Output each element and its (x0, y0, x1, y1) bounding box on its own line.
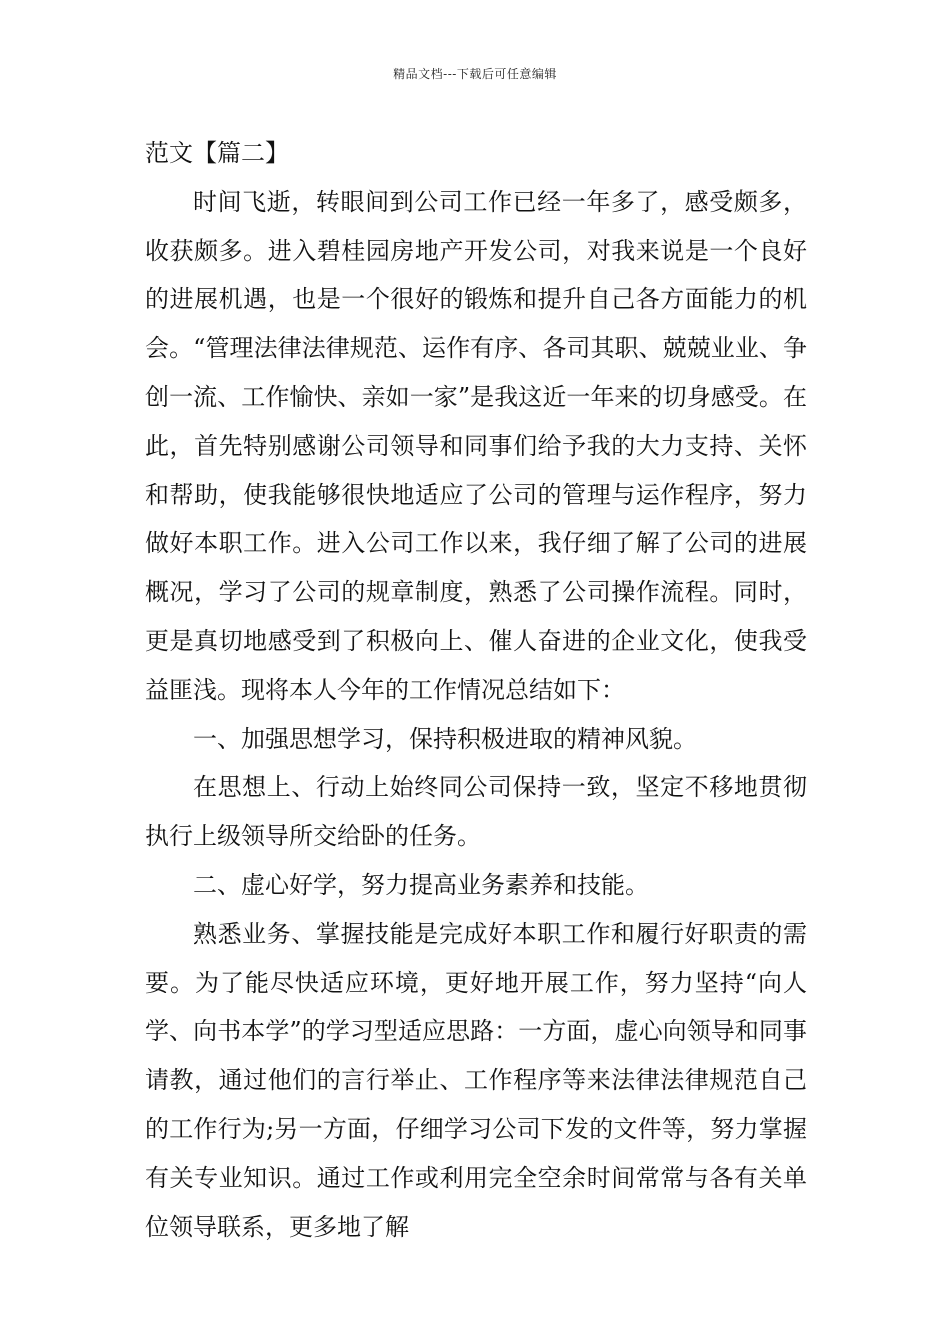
paragraph-section-2: 熟悉业务、掌握技能是完成好本职工作和履行好职责的需要。为了能尽快适应环境，更好地开展工作，努力坚持“向人学、向书本学”的学习型适应思路：一方面，虚心向领导和同事请教，通过他们的言行举止、工作程序等来法律法律规范自己的工作行为;另一方面，仔细学习公司下发的文件等，努力掌握有关专业知识。通过工作或利用完全空余时间常常与各有关单位领导联系，更多地了解 (145, 919, 807, 1241)
section-heading-1: 一、加强思想学习，保持积极进取的精神风貌。 (193, 724, 697, 753)
page-header: 精品文档---下载后可任意编辑 (393, 67, 557, 81)
document-title: 范文【篇二】 (145, 139, 289, 167)
section-heading-2: 二、虚心好学，努力提高业务素养和技能。 (193, 870, 649, 899)
paragraph-intro: 时间飞逝，转眼间到公司工作已经一年多了，感受颇多，收获颇多。进入碧桂园房地产开发公司，对我来说是一个良好的进展机遇，也是一个很好的锻炼和提升自己各方面能力的机会。“管理法律法律规范、运作有序、各司其职、兢兢业业、争创一流、工作愉快、亲如一家”是我这近一年来的切身感受。在此，首先特别感谢公司领导和同事们给予我的大力支持、关怀和帮助，使我能够很快地适应了公司的管理与运作程序，努力做好本职工作。进入公司工作以来，我仔细了解了公司的进展概况，学习了公司的规章制度，熟悉了公司操作流程。同时，更是真切地感受到了积极向上、催人奋进的企业文化，使我受益匪浅。现将本人今年的工作情况总结如下： (145, 187, 807, 704)
paragraph-section-1: 在思想上、行动上始终同公司保持一致，坚定不移地贯彻执行上级领导所交给卧的任务。 (145, 773, 807, 851)
document-body (145, 129, 807, 1251)
